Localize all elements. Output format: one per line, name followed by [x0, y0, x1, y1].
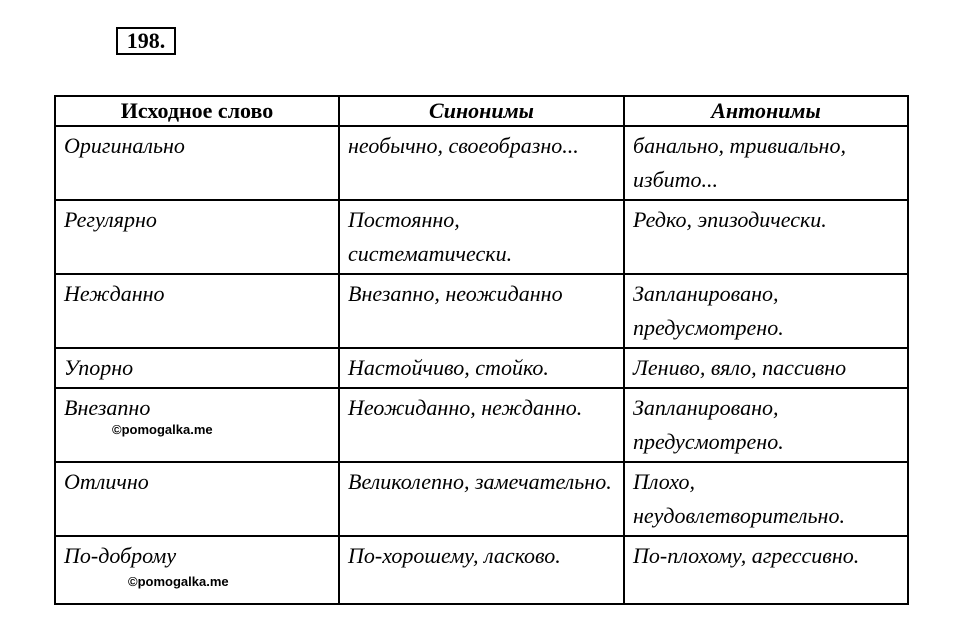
cell-word-with-watermark [55, 536, 339, 604]
cell-word: Внезапно [64, 395, 151, 420]
cell-synonyms: Постоянно, систематически. [339, 200, 624, 274]
cell-antonyms: Лениво, вяло, пассивно [624, 348, 908, 388]
watermark-text: ©pomogalka.me [128, 574, 229, 589]
watermark-text: ©pomogalka.me [112, 422, 213, 437]
cell-word: Нежданно [55, 274, 339, 348]
header-source-word: Исходное слово [55, 96, 339, 126]
cell-antonyms: Плохо, неудовлетворительно. [624, 462, 908, 536]
cell-word-with-watermark [55, 388, 339, 462]
cell-antonyms: Запланировано, предусмотрено. [624, 274, 908, 348]
cell-word: По-доброму [64, 543, 177, 568]
cell-synonyms: Настойчиво, стойко. [339, 348, 624, 388]
table-row [55, 126, 908, 200]
cell-synonyms: необычно, своеобразно... [339, 126, 624, 200]
cell-word: Оригинально [55, 126, 339, 200]
cell-synonyms: Внезапно, неожиданно [339, 274, 624, 348]
cell-antonyms: Запланировано, предусмотрено. [624, 388, 908, 462]
cell-word: Регулярно [55, 200, 339, 274]
exercise-number: 198. [116, 27, 176, 55]
header-antonyms: Антонимы [624, 96, 908, 126]
table-row [55, 462, 908, 536]
cell-antonyms: банально, тривиально, избито... [624, 126, 908, 200]
cell-antonyms: Редко, эпизодически. [624, 200, 908, 274]
cell-antonyms: По-плохому, агрессивно. [624, 536, 908, 604]
table-row [55, 348, 908, 388]
cell-synonyms: Неожиданно, нежданно. [339, 388, 624, 462]
cell-word: Упорно [55, 348, 339, 388]
header-synonyms: Синонимы [339, 96, 624, 126]
table-row [55, 388, 908, 462]
table-header-row [55, 96, 908, 126]
table-row [55, 200, 908, 274]
cell-synonyms: По-хорошему, ласково. [339, 536, 624, 604]
synonyms-antonyms-table [54, 95, 909, 605]
cell-synonyms: Великолепно, замечательно. [339, 462, 624, 536]
cell-word: Отлично [55, 462, 339, 536]
table-row [55, 536, 908, 604]
table-row [55, 274, 908, 348]
